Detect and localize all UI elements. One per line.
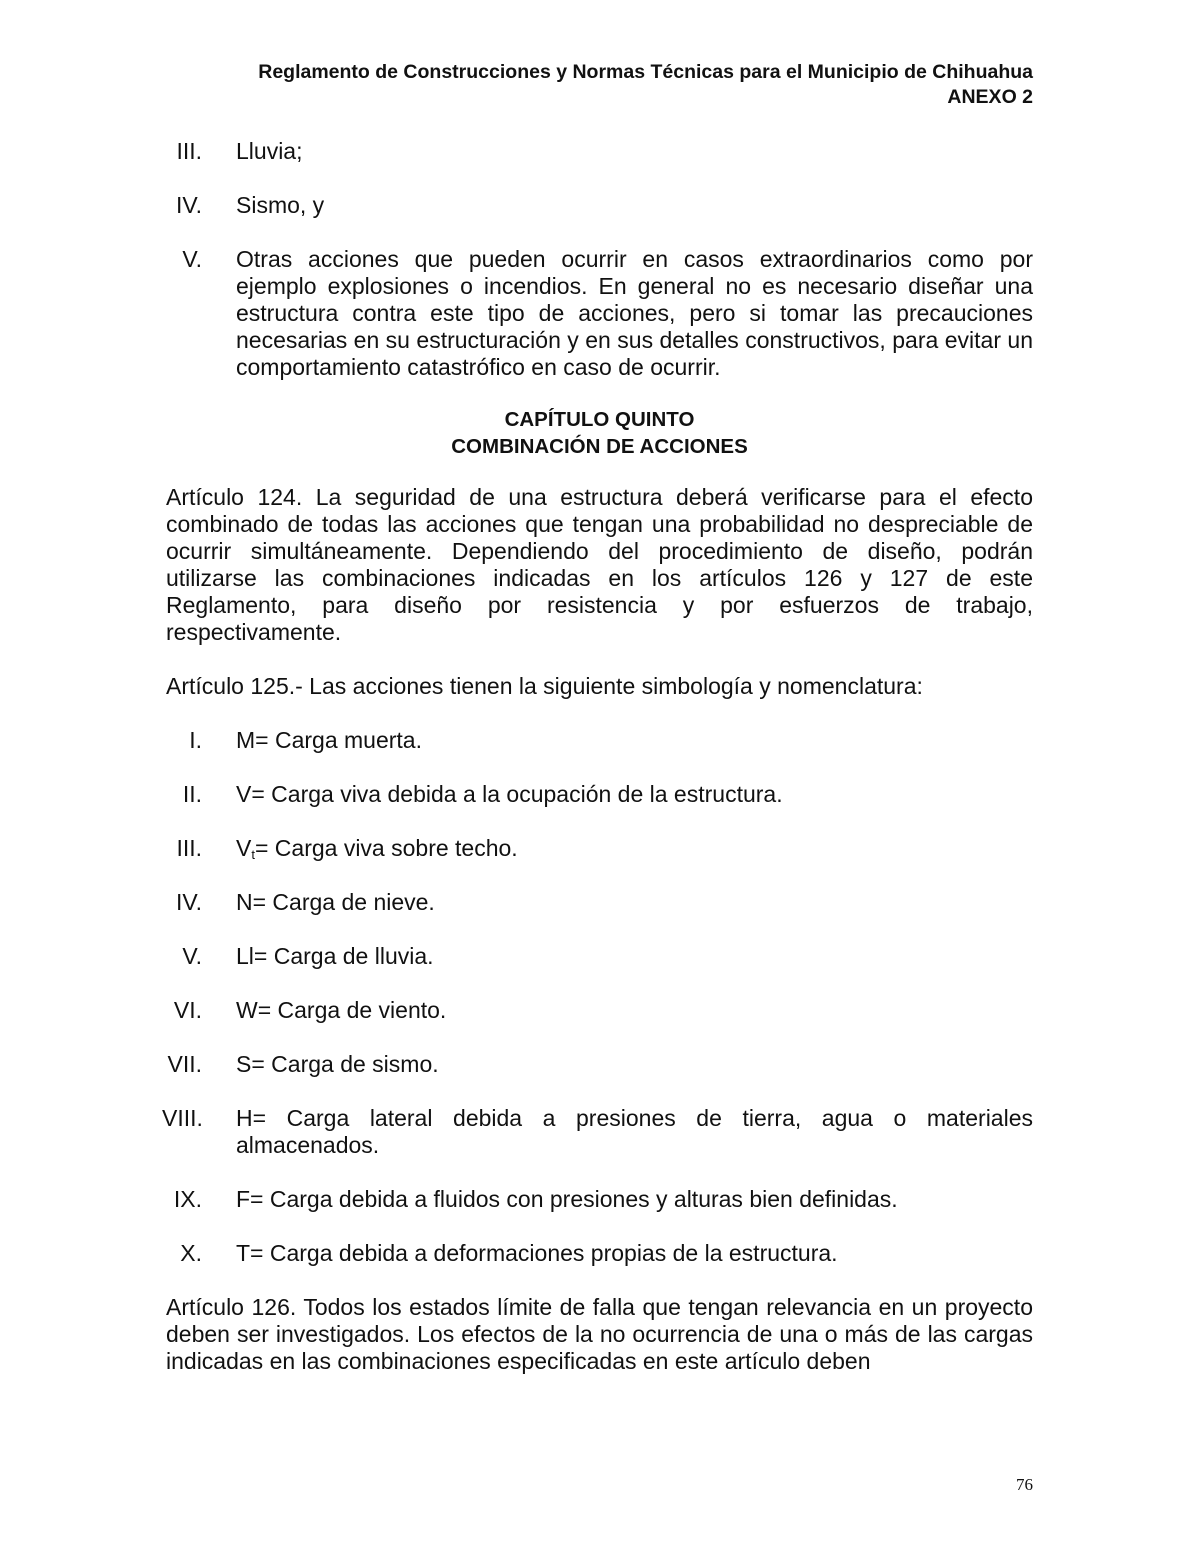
symbol-text: W= Carga de viento. bbox=[236, 997, 447, 1023]
list-number: X. bbox=[180, 1240, 202, 1266]
list-number: III. bbox=[176, 138, 202, 164]
symbol-text: F= Carga debida a fluidos con presiones y alturas bien definidas. bbox=[236, 1186, 898, 1212]
symbol-subscript: t bbox=[251, 847, 255, 862]
list-number: IX. bbox=[173, 1186, 202, 1212]
article-124: Artículo 124. La seguridad de una estructura deberá verificarse para el efecto combinado de todas las acciones que tengan una probabilidad no despreciable de ocurrir simultáneamente. Dependiendo del procedimiento de diseño, podrán utilizarse las combinaciones indicadas en los artículos 126 y 127 de este Reglamento, para diseño por resistencia y por esfuerzos de trabajo, respectivamente. bbox=[166, 484, 1033, 645]
symbol-item bbox=[162, 1105, 1033, 1159]
list-number: VIII. bbox=[162, 1105, 203, 1131]
symbol-item bbox=[166, 997, 1033, 1024]
symbol-item bbox=[166, 727, 1033, 754]
symbol-text: T= Carga debida a deformaciones propias de la estructura. bbox=[236, 1240, 838, 1266]
symbol-text: N= Carga de nieve. bbox=[236, 889, 435, 915]
list-text: Lluvia; bbox=[236, 138, 303, 164]
article-125: Artículo 125.- Las acciones tienen la siguiente simbología y nomenclatura: bbox=[166, 673, 923, 699]
symbol-item bbox=[166, 1186, 1033, 1213]
symbol-item bbox=[166, 943, 1033, 970]
symbol-text: V= Carga viva debida a la ocupación de la estructura. bbox=[236, 781, 783, 807]
header-title: Reglamento de Construcciones y Normas Técnicas para el Municipio de Chihuahua bbox=[258, 61, 1033, 83]
chapter-title: CAPÍTULO QUINTO bbox=[504, 408, 695, 431]
list-number: VI. bbox=[173, 997, 202, 1023]
list-text: Sismo, y bbox=[236, 192, 325, 218]
symbol-text: S= Carga de sismo. bbox=[236, 1051, 439, 1077]
list-number: IV. bbox=[175, 192, 202, 218]
list-item bbox=[166, 138, 1033, 165]
page-number: 76 bbox=[1016, 1475, 1033, 1494]
symbol-item bbox=[166, 1051, 1033, 1078]
symbol-text: M= Carga muerta. bbox=[236, 727, 422, 753]
symbol-text: Ll= Carga de lluvia. bbox=[236, 943, 434, 969]
page-body bbox=[162, 138, 1033, 1402]
list-number: I. bbox=[189, 727, 202, 753]
symbol-item bbox=[166, 1240, 1033, 1267]
symbol-text: H= Carga lateral debida a presiones de tierra, agua o materiales almacenados. bbox=[236, 1105, 1033, 1158]
symbol-text bbox=[236, 835, 1033, 862]
list-item bbox=[166, 192, 1033, 219]
list-text: Otras acciones que pueden ocurrir en casos extraordinarios como por ejemplo explosiones o incendios. En general no es necesario diseñar una estructura contra este tipo de acciones, pero si tomar las precauciones necesarias en su estructuración y en sus detalles constructivos, para evitar un comportamiento catastrófico en caso de ocurrir. bbox=[236, 246, 1033, 380]
list-number: III. bbox=[176, 835, 202, 861]
list-number: II. bbox=[182, 781, 202, 807]
list-number: V. bbox=[182, 943, 202, 969]
list-number: V. bbox=[182, 246, 202, 272]
running-header bbox=[258, 60, 1033, 110]
list-number: IV. bbox=[175, 889, 202, 915]
chapter-subtitle: COMBINACIÓN DE ACCIONES bbox=[451, 435, 748, 458]
symbol-letter: V bbox=[236, 835, 252, 861]
list-item bbox=[166, 246, 1033, 381]
list-number: VII. bbox=[167, 1051, 202, 1077]
symbol-item bbox=[166, 835, 1033, 862]
chapter-heading bbox=[166, 406, 1033, 460]
header-annex: ANEXO 2 bbox=[947, 86, 1033, 108]
symbol-definition: = Carga viva sobre techo. bbox=[254, 835, 518, 861]
symbol-item bbox=[166, 889, 1033, 916]
article-126: Artículo 126. Todos los estados límite de falla que tengan relevancia en un proyecto deben ser investigados. Los efectos de la no ocurrencia de una o más de las cargas indicadas en las combinaciones especificadas en este artículo deben bbox=[166, 1294, 1033, 1374]
symbol-item bbox=[166, 781, 1033, 808]
